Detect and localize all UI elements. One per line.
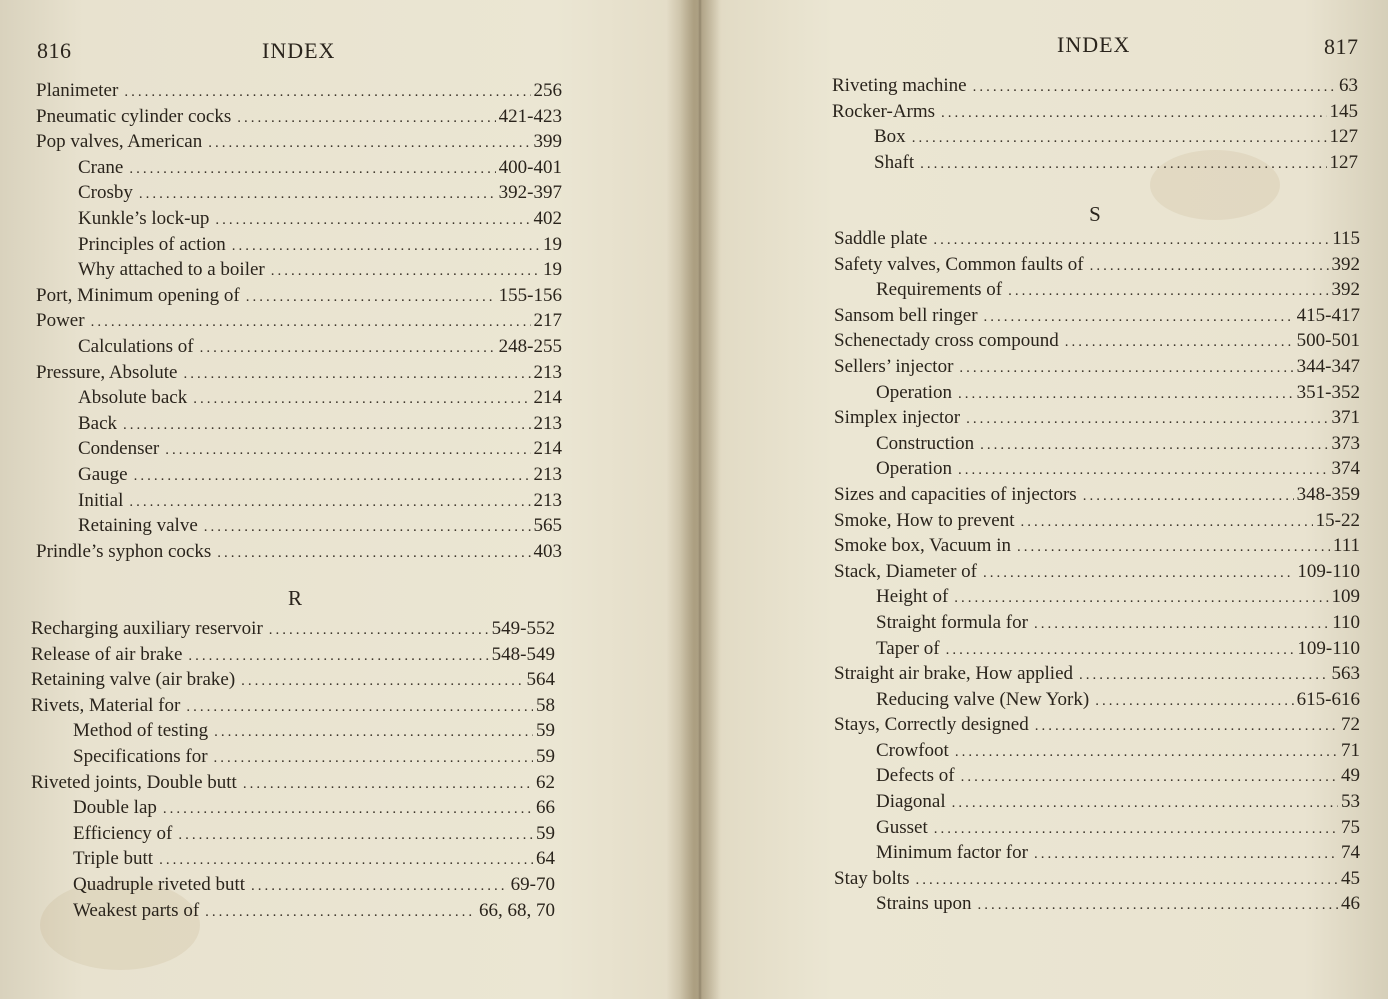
index-entry bbox=[36, 285, 562, 311]
index-page-ref: 59 bbox=[536, 745, 555, 767]
index-entry bbox=[31, 618, 555, 644]
index-page-ref: 563 bbox=[1331, 663, 1360, 685]
dot-leader bbox=[271, 263, 540, 280]
index-term: Strains upon bbox=[876, 893, 972, 915]
dot-leader bbox=[959, 360, 1293, 377]
index-subentry bbox=[834, 842, 1360, 868]
index-term: Principles of action bbox=[78, 233, 226, 255]
index-entry bbox=[31, 695, 555, 721]
dot-leader bbox=[183, 366, 530, 383]
index-term: Absolute back bbox=[78, 387, 188, 409]
index-term: Condenser bbox=[78, 438, 160, 460]
index-subentry bbox=[834, 279, 1360, 305]
index-page-ref: 115 bbox=[1332, 228, 1360, 249]
index-term: Crowfoot bbox=[876, 739, 949, 761]
dot-leader bbox=[973, 79, 1336, 96]
index-page-ref: 402 bbox=[533, 207, 562, 229]
dot-leader bbox=[204, 519, 531, 536]
index-term: Kunkle’s lock-up bbox=[78, 207, 210, 229]
index-entry bbox=[834, 561, 1360, 587]
index-subentry bbox=[834, 612, 1360, 638]
index-page-ref: 371 bbox=[1331, 407, 1360, 429]
index-subentry bbox=[834, 817, 1360, 843]
index-term: Planimeter bbox=[36, 80, 119, 101]
index-entry bbox=[834, 714, 1360, 740]
index-term: Box bbox=[874, 126, 906, 148]
index-term: Method of testing bbox=[73, 720, 209, 742]
index-entry bbox=[834, 484, 1360, 510]
index-term: Weakest parts of bbox=[73, 899, 200, 921]
left-index-list-r bbox=[31, 618, 555, 925]
dot-leader bbox=[946, 642, 1295, 659]
index-subentry bbox=[36, 438, 562, 464]
index-entry bbox=[834, 535, 1360, 561]
index-page-ref: 421-423 bbox=[498, 105, 562, 127]
section-letter-r: R bbox=[287, 586, 302, 610]
index-term: Initial bbox=[78, 489, 124, 511]
index-page-ref: 213 bbox=[533, 489, 562, 511]
index-page-ref: 155-156 bbox=[498, 284, 562, 306]
index-term: Release of air brake bbox=[31, 643, 183, 665]
index-term: Sizes and capacities of injectors bbox=[834, 483, 1077, 505]
dot-leader bbox=[124, 84, 530, 101]
dot-leader bbox=[1083, 488, 1294, 505]
index-term: Stays, Correctly designed bbox=[834, 714, 1029, 736]
index-subentry bbox=[834, 689, 1360, 715]
index-subentry bbox=[834, 740, 1360, 766]
index-subentry bbox=[834, 586, 1360, 612]
index-subentry bbox=[834, 433, 1360, 459]
dot-leader bbox=[980, 437, 1328, 454]
index-term: Reducing valve (New York) bbox=[876, 688, 1090, 710]
index-subentry bbox=[834, 765, 1360, 791]
index-page-ref: 549-552 bbox=[491, 618, 555, 639]
index-term: Stack, Diameter of bbox=[834, 560, 977, 582]
index-subentry bbox=[31, 746, 555, 772]
index-term: Operation bbox=[876, 458, 952, 480]
index-page-ref: 49 bbox=[1341, 765, 1360, 787]
index-entry bbox=[834, 510, 1360, 536]
index-page-ref: 74 bbox=[1341, 842, 1360, 864]
index-page-ref: 69-70 bbox=[510, 873, 555, 895]
index-subentry bbox=[31, 797, 555, 823]
index-entry bbox=[36, 131, 562, 157]
dot-leader bbox=[958, 386, 1294, 403]
index-term: Power bbox=[36, 310, 85, 332]
index-page-ref: 75 bbox=[1341, 816, 1360, 838]
dot-leader bbox=[984, 309, 1294, 326]
index-term: Defects of bbox=[876, 765, 955, 787]
index-page-ref: 66 bbox=[536, 797, 555, 819]
index-term: Sansom bell ringer bbox=[834, 304, 978, 326]
index-page-ref: 19 bbox=[543, 259, 562, 281]
index-subentry bbox=[36, 387, 562, 413]
index-page-ref: 403 bbox=[533, 540, 562, 562]
index-page-ref: 248-255 bbox=[498, 335, 562, 357]
dot-leader bbox=[134, 468, 531, 485]
index-page-ref: 400-401 bbox=[498, 156, 562, 178]
index-page-ref: 565 bbox=[533, 515, 562, 537]
index-subentry bbox=[31, 900, 555, 926]
index-subentry bbox=[36, 208, 562, 234]
dot-leader bbox=[1034, 846, 1338, 863]
index-page-ref: 348-359 bbox=[1296, 483, 1360, 505]
index-term: Back bbox=[78, 412, 118, 434]
index-entry bbox=[834, 868, 1360, 894]
dot-leader bbox=[159, 852, 533, 869]
index-term: Riveted joints, Double butt bbox=[31, 771, 237, 793]
dot-leader bbox=[193, 391, 530, 408]
index-term: Diagonal bbox=[876, 791, 946, 813]
dot-leader bbox=[208, 135, 530, 152]
index-term: Prindle’s syphon cocks bbox=[36, 540, 212, 562]
index-term: Minimum factor for bbox=[876, 842, 1028, 864]
index-term: Calculations of bbox=[78, 335, 194, 357]
index-page-ref: 110 bbox=[1332, 611, 1360, 633]
index-subentry bbox=[832, 126, 1358, 152]
index-term: Port, Minimum opening of bbox=[36, 284, 240, 306]
dot-leader bbox=[246, 289, 496, 306]
index-subentry bbox=[36, 234, 562, 260]
dot-leader bbox=[1095, 693, 1293, 710]
index-subentry bbox=[834, 638, 1360, 664]
left-page-title: INDEX bbox=[262, 38, 336, 63]
index-term: Rocker-Arms bbox=[832, 100, 936, 122]
index-page-ref: 217 bbox=[533, 310, 562, 332]
right-index-list-r bbox=[832, 75, 1358, 177]
dot-leader bbox=[163, 801, 533, 818]
index-page-ref: 71 bbox=[1341, 739, 1360, 761]
index-entry bbox=[832, 101, 1358, 127]
index-subentry bbox=[36, 157, 562, 183]
index-term: Stay bolts bbox=[834, 867, 910, 889]
index-page-ref: 564 bbox=[526, 669, 555, 691]
dot-leader bbox=[966, 411, 1328, 428]
index-page-ref: 351-352 bbox=[1296, 381, 1360, 403]
index-term: Quadruple riveted butt bbox=[73, 873, 246, 895]
dot-leader bbox=[139, 186, 496, 203]
index-page-ref: 19 bbox=[543, 233, 562, 255]
index-page-ref: 145 bbox=[1329, 100, 1358, 122]
index-term: Taper of bbox=[876, 637, 940, 659]
index-page-ref: 392-397 bbox=[498, 182, 562, 204]
dot-leader bbox=[1090, 258, 1329, 275]
index-page-ref: 53 bbox=[1341, 791, 1360, 813]
index-page-ref: 111 bbox=[1332, 535, 1360, 557]
left-page-number: 816 bbox=[37, 38, 72, 63]
index-term: Shaft bbox=[874, 151, 915, 173]
index-term: Smoke box, Vacuum in bbox=[834, 535, 1011, 557]
dot-leader bbox=[269, 622, 489, 639]
index-page-ref: 58 bbox=[536, 694, 555, 716]
dot-leader bbox=[933, 232, 1329, 249]
right-page bbox=[700, 0, 1388, 999]
index-entry bbox=[31, 669, 555, 695]
index-page-ref: 615-616 bbox=[1296, 688, 1360, 710]
index-term: Riveting machine bbox=[832, 75, 967, 96]
index-term: Simplex injector bbox=[834, 407, 961, 429]
index-page-ref: 415-417 bbox=[1296, 304, 1360, 326]
dot-leader bbox=[251, 878, 508, 895]
index-entry bbox=[36, 106, 562, 132]
index-entry bbox=[834, 305, 1360, 331]
index-term: Pop valves, American bbox=[36, 131, 203, 153]
index-page-ref: 127 bbox=[1329, 126, 1358, 148]
dot-leader bbox=[205, 904, 476, 921]
dot-leader bbox=[934, 821, 1338, 838]
dot-leader bbox=[1035, 718, 1338, 735]
index-term: Pressure, Absolute bbox=[36, 361, 178, 383]
index-term: Double lap bbox=[73, 797, 157, 819]
dot-leader bbox=[129, 161, 495, 178]
index-page-ref: 63 bbox=[1339, 75, 1358, 96]
dot-leader bbox=[91, 314, 531, 331]
dot-leader bbox=[165, 442, 530, 459]
index-term: Sellers’ injector bbox=[834, 355, 954, 377]
index-page-ref: 15-22 bbox=[1315, 509, 1360, 531]
right-page-title: INDEX bbox=[1057, 32, 1131, 57]
index-page-ref: 109-110 bbox=[1297, 637, 1360, 659]
index-term: Efficiency of bbox=[73, 822, 173, 844]
index-term: Saddle plate bbox=[834, 228, 928, 249]
index-term: Triple butt bbox=[73, 848, 154, 870]
index-page-ref: 64 bbox=[536, 848, 555, 870]
index-entry bbox=[31, 772, 555, 798]
index-entry bbox=[36, 80, 562, 106]
dot-leader bbox=[214, 724, 533, 741]
index-entry bbox=[31, 644, 555, 670]
index-term: Crosby bbox=[78, 182, 133, 204]
dot-leader bbox=[178, 827, 533, 844]
index-page-ref: 392 bbox=[1331, 253, 1360, 275]
index-entry bbox=[834, 254, 1360, 280]
dot-leader bbox=[215, 212, 530, 229]
dot-leader bbox=[961, 769, 1338, 786]
dot-leader bbox=[241, 673, 523, 690]
dot-leader bbox=[1079, 667, 1328, 684]
index-term: Safety valves, Common faults of bbox=[834, 253, 1084, 275]
index-subentry bbox=[36, 413, 562, 439]
dot-leader bbox=[217, 545, 530, 562]
index-page-ref: 214 bbox=[533, 438, 562, 460]
dot-leader bbox=[1017, 539, 1330, 556]
index-page-ref: 109-110 bbox=[1297, 560, 1360, 582]
index-term: Straight air brake, How applied bbox=[834, 663, 1074, 685]
index-term: Rivets, Material for bbox=[31, 694, 181, 716]
index-term: Gusset bbox=[876, 816, 928, 838]
index-page-ref: 72 bbox=[1341, 714, 1360, 736]
left-page bbox=[0, 0, 690, 999]
dot-leader bbox=[1034, 616, 1329, 633]
index-entry bbox=[834, 407, 1360, 433]
dot-leader bbox=[983, 565, 1294, 582]
index-subentry bbox=[834, 382, 1360, 408]
dot-leader bbox=[915, 872, 1338, 889]
index-page-ref: 548-549 bbox=[491, 643, 555, 665]
dot-leader bbox=[1008, 283, 1328, 300]
index-page-ref: 59 bbox=[536, 822, 555, 844]
index-entry bbox=[834, 330, 1360, 356]
dot-leader bbox=[955, 744, 1338, 761]
index-page-ref: 213 bbox=[533, 412, 562, 434]
index-term: Schenectady cross compound bbox=[834, 330, 1059, 352]
index-subentry bbox=[31, 848, 555, 874]
index-term: Straight formula for bbox=[876, 611, 1028, 633]
index-subentry bbox=[36, 490, 562, 516]
dot-leader bbox=[237, 110, 495, 127]
index-term: Why attached to a boiler bbox=[78, 259, 265, 281]
index-entry bbox=[834, 228, 1360, 254]
right-index-list-s bbox=[834, 228, 1360, 919]
dot-leader bbox=[200, 340, 496, 357]
index-term: Crane bbox=[78, 156, 124, 178]
left-index-list-p bbox=[36, 80, 562, 566]
index-page-ref: 46 bbox=[1341, 893, 1360, 915]
index-page-ref: 256 bbox=[533, 80, 562, 101]
dot-leader bbox=[188, 648, 488, 665]
index-page-ref: 344-347 bbox=[1296, 355, 1360, 377]
index-page-ref: 127 bbox=[1329, 151, 1358, 173]
dot-leader bbox=[941, 105, 1326, 122]
index-entry bbox=[834, 663, 1360, 689]
dot-leader bbox=[123, 417, 530, 434]
index-term: Pneumatic cylinder cocks bbox=[36, 105, 232, 127]
dot-leader bbox=[243, 776, 533, 793]
index-page-ref: 59 bbox=[536, 720, 555, 742]
index-entry bbox=[36, 541, 562, 567]
index-page-ref: 213 bbox=[533, 463, 562, 485]
index-entry bbox=[832, 75, 1358, 101]
dot-leader bbox=[920, 156, 1326, 173]
dot-leader bbox=[129, 494, 530, 511]
index-term: Recharging auxiliary reservoir bbox=[31, 618, 263, 639]
right-page-number: 817 bbox=[1324, 34, 1359, 59]
dot-leader bbox=[214, 750, 533, 767]
index-page-ref: 374 bbox=[1331, 458, 1360, 480]
index-subentry bbox=[36, 515, 562, 541]
index-entry bbox=[36, 362, 562, 388]
index-page-ref: 62 bbox=[536, 771, 555, 793]
index-term: Operation bbox=[876, 381, 952, 403]
index-subentry bbox=[36, 336, 562, 362]
dot-leader bbox=[1065, 334, 1294, 351]
index-term: Smoke, How to prevent bbox=[834, 509, 1015, 531]
index-term: Retaining valve (air brake) bbox=[31, 669, 236, 691]
index-subentry bbox=[834, 893, 1360, 919]
dot-leader bbox=[912, 130, 1327, 147]
index-page-ref: 213 bbox=[533, 361, 562, 383]
dot-leader bbox=[186, 699, 533, 716]
index-entry bbox=[36, 310, 562, 336]
index-subentry bbox=[834, 458, 1360, 484]
index-subentry bbox=[31, 720, 555, 746]
index-subentry bbox=[832, 152, 1358, 178]
index-subentry bbox=[36, 182, 562, 208]
dot-leader bbox=[952, 795, 1338, 812]
index-subentry bbox=[36, 464, 562, 490]
index-subentry bbox=[834, 791, 1360, 817]
index-term: Retaining valve bbox=[78, 515, 198, 537]
dot-leader bbox=[232, 238, 540, 255]
dot-leader bbox=[954, 590, 1328, 607]
index-term: Height of bbox=[876, 586, 949, 608]
index-term: Specifications for bbox=[73, 745, 208, 767]
index-subentry bbox=[36, 259, 562, 285]
index-entry bbox=[834, 356, 1360, 382]
index-page-ref: 392 bbox=[1331, 279, 1360, 301]
index-subentry bbox=[31, 823, 555, 849]
index-term: Requirements of bbox=[876, 279, 1003, 301]
index-page-ref: 373 bbox=[1331, 432, 1360, 454]
index-page-ref: 45 bbox=[1341, 867, 1360, 889]
index-page-ref: 399 bbox=[533, 131, 562, 153]
index-page-ref: 500-501 bbox=[1296, 330, 1360, 352]
index-term: Construction bbox=[876, 432, 975, 454]
dot-leader bbox=[958, 462, 1329, 479]
index-term: Gauge bbox=[78, 463, 128, 485]
index-page-ref: 214 bbox=[533, 387, 562, 409]
dot-leader bbox=[1020, 514, 1312, 531]
index-subentry bbox=[31, 874, 555, 900]
section-letter-s: S bbox=[1089, 202, 1101, 226]
dot-leader bbox=[978, 897, 1338, 914]
index-page-ref: 109 bbox=[1331, 586, 1360, 608]
index-page-ref: 66, 68, 70 bbox=[479, 899, 555, 921]
